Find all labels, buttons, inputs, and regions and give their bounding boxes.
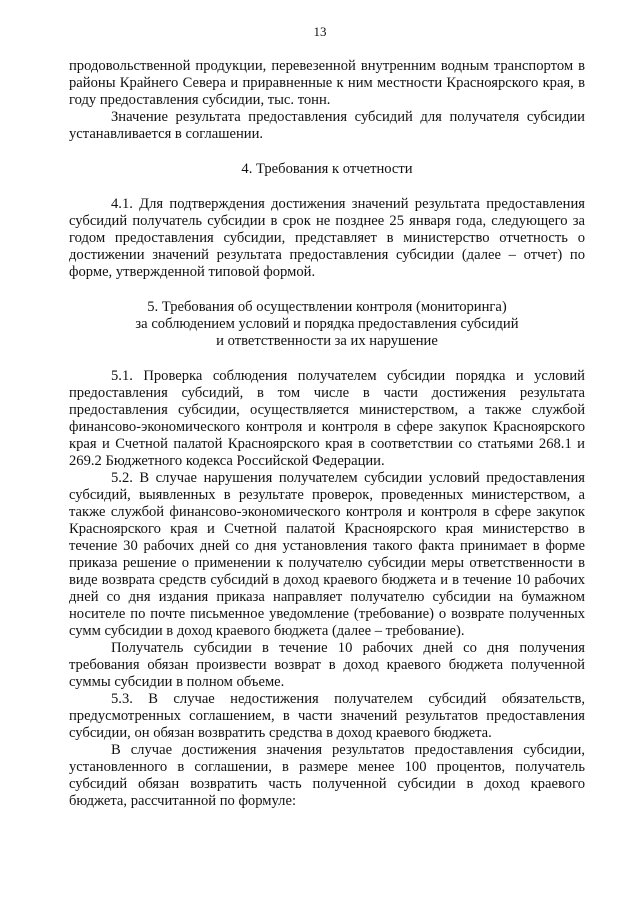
paragraph-5-3: 5.3. В случае недостижения получателем субсидий обязательств, предусмотренных соглашением, в части значений результатов предоставления субсидии, он обязан возвратить средства в доход краевого бюджета. — [69, 691, 585, 741]
document-body — [69, 58, 585, 810]
paragraph-result-value: Значение результата предоставления субсидий для получателя субсидии устанавливается в соглашении. — [69, 109, 585, 142]
section-4-heading: 4. Требования к отчетности — [241, 161, 413, 177]
section-5-heading — [69, 299, 585, 350]
page-number: 13 — [313, 24, 327, 39]
paragraph-5-1: 5.1. Проверка соблюдения получателем субсидии порядка и условий предоставления субсидий, в том числе в части достижения результата предоставления субсидии, осуществляется министерством, а также службой финансово-экономического контроля и контроля в сфере закупок Красноярского края и Счетной палатой Красноярского края в соответствии со статьями 268.1 и 269.2 Бюджетного кодекса Российской Федерации. — [69, 368, 585, 469]
paragraph-continuation: продовольственной продукции, перевезенной внутренним водным транспортом в районы Крайнего Севера и приравненные к ним местности Красноярского края, в году предоставления субсидии, тыс. тонн. — [69, 58, 585, 108]
paragraph-5-2: 5.2. В случае нарушения получателем субсидии условий предоставления субсидий, выявленных в результате проверок, проведенных министерством, а также службой финансово-экономического контроля и контроля в сфере закупок Красноярского края и Счетной палатой Красноярского края министерство в течение 30 рабочих дней со дня установления такого факта принимает в форме приказа решение о применении к получателю субсидии меры ответственности в виде возврата средств субсидий в доход краевого бюджета и в течение 10 рабочих дней со дня издания приказа направляет получателю субсидии на бумажном носителе по почте письменное уведомление (требование) о возврате полученных сумм субсидии в доход краевого бюджета (далее – требование). — [69, 470, 585, 639]
paragraph-5-3-formula-intro: В случае достижения значения результатов предоставления субсидии, установленного в соглашении, в размере менее 100 процентов, получатель субсидий обязан возвратить часть полученной субсидии в доход краевого бюджета, рассчитанной по формуле: — [69, 742, 585, 809]
section-5-heading-line-2: за соблюдением условий и порядка предоставления субсидий — [135, 316, 519, 332]
section-5-heading-line-3: и ответственности за их нарушение — [216, 333, 438, 349]
paragraph-4-1: 4.1. Для подтверждения достижения значений результата предоставления субсидий получатель субсидии в срок не позднее 25 января года, следующего за годом предоставления субсидии, представляет в министерство отчетность о достижении значений результата предоставления субсидии (далее – отчет) по форме, утвержденной типовой формой. — [69, 196, 585, 280]
paragraph-5-2-return: Получатель субсидии в течение 10 рабочих дней со дня получения требования обязан произвести возврат в доход краевого бюджета полученной суммы субсидии в полном объеме. — [69, 640, 585, 690]
section-5-heading-line-1: 5. Требования об осуществлении контроля (мониторинга) — [147, 299, 507, 315]
